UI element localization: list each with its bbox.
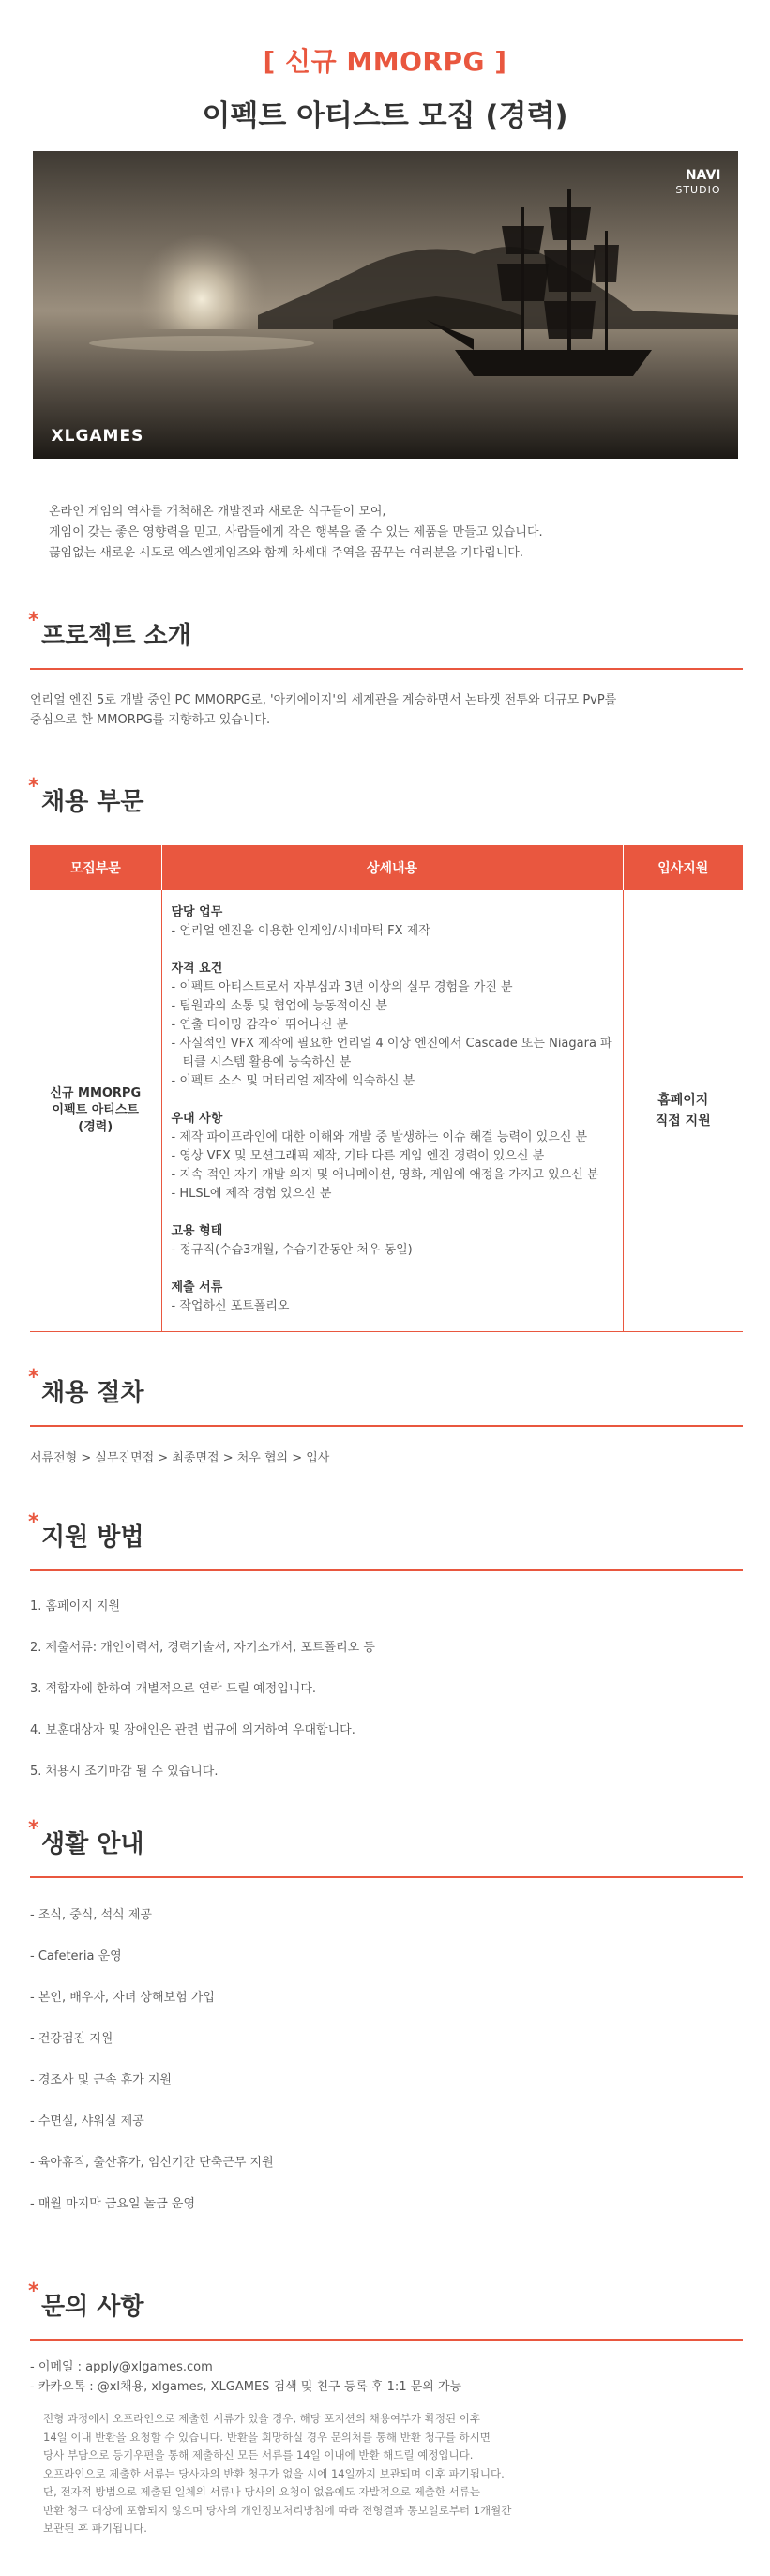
group-title: 고용 형태 bbox=[171, 1224, 223, 1238]
asterisk-icon: * bbox=[28, 775, 39, 798]
apply-line: 홈페이지 bbox=[657, 1093, 709, 1108]
list-item: 5. 채용시 조기마감 될 수 있습니다. bbox=[30, 1765, 219, 1779]
page-title: 이펙트 아티스트 모집 (경력) bbox=[202, 99, 568, 133]
notice-line: 전형 과정에서 오프라인으로 제출한 서류가 있을 경우, 해당 포지션의 채용여부가 확정된 이후 bbox=[43, 2412, 481, 2425]
notice-line: 반환 청구 대상에 포함되지 않으며 당사의 개인정보처리방침에 따라 전형결과 통보일로부터 1개월간 bbox=[43, 2503, 512, 2517]
process-steps: 서류전형 > 실무진면접 > 최종면접 > 처우 협의 > 입사 bbox=[30, 1451, 330, 1465]
section-divider bbox=[30, 668, 743, 670]
list-item: - 제작 파이프라인에 대한 이해와 개발 중 발생하는 이슈 해결 능력이 있으신 분 bbox=[171, 1130, 588, 1144]
group-title: 우대 사항 bbox=[171, 1112, 223, 1126]
dept-line: 이펙트 아티스트 bbox=[52, 1103, 139, 1117]
list-item: - 수면실, 샤워실 제공 bbox=[30, 2114, 144, 2129]
list-item: - 육아휴직, 출산휴가, 임신기간 단축근무 지원 bbox=[30, 2156, 274, 2170]
notice-line: 단, 전자적 방법으로 제출된 일체의 서류나 당사의 요청이 없음에도 자발적으로 제출한 서류는 bbox=[43, 2485, 481, 2498]
section-divider bbox=[30, 1876, 743, 1878]
list-item: - 지속 적인 자기 개발 의지 및 애니메이션, 영화, 게임에 애정을 가지고 있으신 분 bbox=[171, 1168, 599, 1182]
list-item: - 건강검진 지원 bbox=[30, 2032, 113, 2046]
section-divider bbox=[30, 1569, 743, 1571]
section-title-life: * 생활 안내 bbox=[28, 1817, 144, 1858]
benefits-list bbox=[30, 1904, 770, 2235]
list-item: - 연출 타이밍 감각이 뛰어나신 분 bbox=[171, 1018, 349, 1032]
list-item: - 이펙트 소스 및 머터리얼 제작에 익숙하신 분 bbox=[171, 1074, 415, 1088]
list-item: - 본인, 배우자, 자녀 상해보험 가입 bbox=[30, 1991, 215, 2005]
list-item: - 매월 마지막 금요일 놀금 운영 bbox=[30, 2197, 196, 2211]
details-cell bbox=[161, 890, 623, 1332]
notice-line: 오프라인으로 제출한 서류는 당사자의 반환 청구가 없을 시에 14일까지 보관되며 이후 파기됩니다. bbox=[43, 2466, 505, 2480]
section-title-positions: * 채용 부문 bbox=[28, 775, 144, 816]
list-item: - 팀원과의 소통 및 협업에 능동적이신 분 bbox=[171, 999, 387, 1013]
list-item: - Cafeteria 운영 bbox=[30, 1949, 122, 1963]
apply-line: 직접 지원 bbox=[655, 1114, 711, 1129]
navi-studio-logo bbox=[675, 168, 720, 198]
section-title-apply: * 지원 방법 bbox=[28, 1510, 144, 1552]
notice-line: 14일 이내 반환을 요청할 수 있습니다. 반환을 희망하실 경우 문의처를 통해 반환 청구를 하시면 bbox=[43, 2430, 491, 2444]
apply-list bbox=[30, 1596, 770, 1802]
header-department: 모집부문 bbox=[30, 845, 161, 890]
intro-line: 온라인 게임의 역사를 개척해온 개발진과 새로운 식구들이 모여, bbox=[49, 505, 386, 519]
list-item: - HLSL에 제작 경험 있으신 분 bbox=[171, 1187, 332, 1201]
intro-line: 게임이 갖는 좋은 영향력을 믿고, 사람들에게 작은 행복을 줄 수 있는 제품을 만들고 있습니다. bbox=[49, 525, 543, 539]
section-title-project: * 프로젝트 소개 bbox=[28, 609, 191, 650]
intro-line: 끊임없는 새로운 시도로 엑스엘게임즈와 함께 차세대 주역을 꿈꾸는 여러분을 기다립니다. bbox=[49, 546, 523, 560]
asterisk-icon: * bbox=[28, 1366, 39, 1389]
contact-email: - 이메일 : apply@xlgames.com bbox=[30, 2360, 213, 2374]
department-cell bbox=[30, 890, 161, 1332]
xlgames-logo: XLGAMES bbox=[51, 427, 144, 446]
list-item: - 언리얼 엔진을 이용한 인게임/시네마틱 FX 제작 bbox=[171, 924, 430, 938]
list-item: 3. 적합자에 한하여 개별적으로 연락 드릴 예정입니다. bbox=[30, 1682, 317, 1696]
positions-table bbox=[30, 845, 743, 1332]
section-title-process: * 채용 절차 bbox=[28, 1366, 144, 1407]
list-item: - 경조사 및 근속 휴가 지원 bbox=[30, 2073, 172, 2087]
table-row bbox=[30, 890, 743, 1332]
studio-logo-text: STUDIO bbox=[675, 184, 721, 196]
notice-line: 보관된 후 파기됩니다. bbox=[43, 2522, 147, 2535]
intro-text bbox=[49, 502, 770, 564]
hero-banner bbox=[33, 151, 738, 459]
group-title: 제출 서류 bbox=[171, 1280, 223, 1295]
list-item: - 조식, 중식, 석식 제공 bbox=[30, 1908, 152, 1922]
notice-line: 당사 부담으로 등기우편을 통해 제출하신 모든 서류를 14일 이내에 반환 해드릴 예정입니다. bbox=[43, 2448, 474, 2462]
document-return-notice bbox=[43, 2410, 718, 2538]
posting-tag: [ 신규 MMORPG ] bbox=[263, 46, 507, 77]
header-details: 상세내용 bbox=[161, 845, 623, 890]
list-item: 4. 보훈대상자 및 장애인은 관련 법규에 의거하여 우대합니다. bbox=[30, 1723, 355, 1737]
group-title: 담당 업무 bbox=[171, 905, 223, 919]
asterisk-icon: * bbox=[28, 1510, 39, 1534]
list-item: - 사실적인 VFX 제작에 필요한 언리얼 4 이상 엔진에서 Cascade 또는 Niagara 파티클 시스템 활용에 능숙하신 분 bbox=[171, 1037, 612, 1069]
dept-line: (경력) bbox=[78, 1120, 113, 1134]
group-title: 자격 요건 bbox=[171, 962, 223, 976]
list-item: - 영상 VFX 및 모션그래픽 제작, 기타 다른 게임 엔진 경력이 있으신 분 bbox=[171, 1149, 545, 1163]
sea-ship-illustration bbox=[33, 151, 738, 459]
section-divider bbox=[30, 2339, 743, 2341]
apply-cell bbox=[623, 890, 743, 1332]
asterisk-icon: * bbox=[28, 2280, 39, 2303]
header-apply: 입사지원 bbox=[623, 845, 743, 890]
list-item: 1. 홈페이지 지원 bbox=[30, 1599, 121, 1614]
asterisk-icon: * bbox=[28, 1817, 39, 1841]
section-divider bbox=[30, 1425, 743, 1427]
project-line: 언리얼 엔진 5로 개발 중인 PC MMORPG로, '아키에이지'의 세계관을 계승하면서 논타겟 전투와 대규모 PvP를 bbox=[30, 693, 617, 707]
navi-logo-text: NAVI bbox=[685, 168, 721, 183]
section-title-contact: * 문의 사항 bbox=[28, 2280, 144, 2321]
dept-line: 신규 MMORPG bbox=[50, 1086, 142, 1100]
contact-info bbox=[30, 2357, 770, 2397]
project-line: 중심으로 한 MMORPG를 지향하고 있습니다. bbox=[30, 713, 271, 727]
list-item: - 정규직(수습3개월, 수습기간동안 처우 동일) bbox=[171, 1243, 413, 1257]
project-description bbox=[30, 690, 743, 730]
contact-kakao: - 카카오톡 : @xl채용, xlgames, XLGAMES 검색 및 친구 등록 후 1:1 문의 가능 bbox=[30, 2380, 462, 2394]
list-item: - 이펙트 아티스트로서 자부심과 3년 이상의 실무 경험을 가진 분 bbox=[171, 980, 513, 994]
list-item: 2. 제출서류: 개인이력서, 경력기술서, 자기소개서, 포트폴리오 등 bbox=[30, 1641, 375, 1655]
asterisk-icon: * bbox=[28, 609, 39, 632]
list-item: - 작업하신 포트폴리오 bbox=[171, 1299, 290, 1313]
